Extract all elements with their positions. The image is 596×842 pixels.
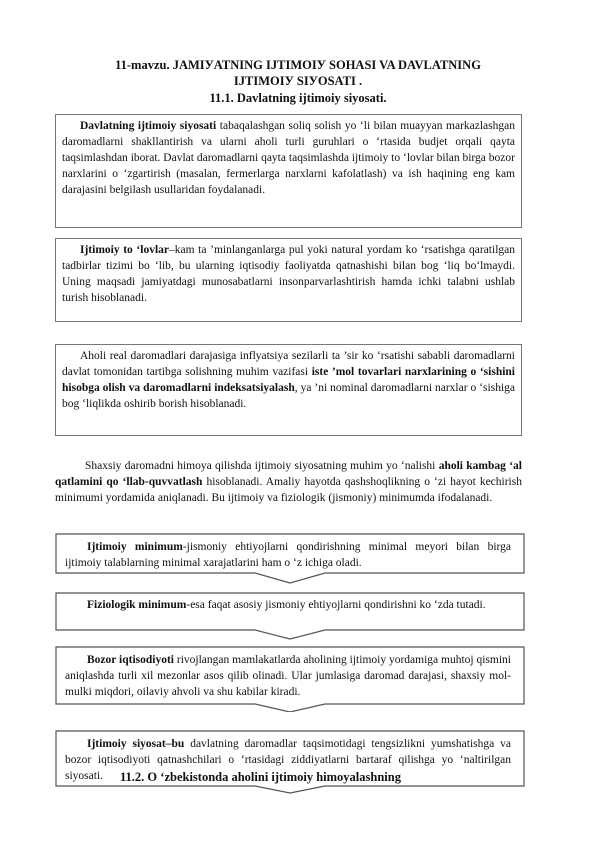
social-policy-short-text: davlatning daromadlar taqsimotidagi tengsizlikni yumshatishga va bozor iqtisodiyoti qatnashchilari o ‘rtasidagi ziddiyatlarni bartaraf qilishga yo ‘naltirilgan siyosati. <box>65 738 511 782</box>
next-section-heading: 11.2. O ‘zbekistonda aholini ijtimoiy himoyalashning <box>120 770 401 784</box>
definition-text: tabaqalashgan soliq solish yo ‘li bilan muayyan markazlashgan daromadlarni shakllantirish va ularni aholi turli guruhlari o ‘rtasida budjet orqali qayta taqsimlashdan iborat. Davlat daromadlarni qayta taqsimlashda ijtimoiy to ‘lovlar bilan birga bozor narxlarini o ‘zgartirish (masalan, fermerlarga narxlarni kafolatlash) va ish haqining eng kam darajasini belgilash usullaridan foydalanadi. <box>62 120 515 196</box>
arrow-box-text <box>65 652 511 702</box>
section-title: 11.1. Davlatning ijtimoiy siyosati. <box>209 91 387 105</box>
indexation-text-end: , ya ’ni nominal daromadlarni narxlar o ‘sishiga bog ‘liqlikda oshirib borish hisoblanadi. <box>62 382 515 410</box>
definition-box-indexation <box>55 344 522 436</box>
arrow-box-market-economy <box>55 646 525 712</box>
term-market-economy: Bozor iqtisodiyoti <box>87 654 175 666</box>
arrow-box-physiological-minimum <box>55 592 525 640</box>
term-indexation: iste ’mol tovarlari narxlarining o ‘sishini hisobga olish va daromadlarni indeksatsiyalash <box>62 366 515 394</box>
market-economy-text: rivojlangan mamlakatlarda aholining ijtimoiy yordamiga muhtoj qismini aniqlashda turli xil mezonlar asos qilib olinadi. Ular jumlasiga daromad darajasi, shaxsiy mol-mulki miqdori, oilaviy ahvoli va shu kabilar kiradi. <box>65 654 511 698</box>
arrow-box-text <box>65 597 511 613</box>
term-social-policy-short: Ijtimoiy siyosat–bu <box>87 738 185 750</box>
term-social-policy: Davlatning ijtimoiy siyosati <box>80 120 217 132</box>
poverty-text-start: Shaxsiy daromadni himoya qilishda ijtimoiy siyosatning muhim yo ‘nalishi <box>85 460 439 472</box>
social-minimum-text: -jismoniy ehtiyojlarni qondirishning minimal meyori bilan birga ijtimoiy talablarning minimal xarajatlarini ham o ‘z ichiga oladi. <box>65 541 511 569</box>
topic-title-line2: IJTIMOIУ SIУOSATI . <box>233 74 363 88</box>
definition-text: –kam ta ’minlanganlarga pul yoki natural yordam ko ‘rsatishga qaratilgan tadbirlar tizimi bo ‘lib, bu ularning iqtisodiy faoliyatda qatnashishi bilan bog ‘liq bo‘lmaydi. Uning maqsadi jamiyatdagi munosabatlarni insonparvarlashtirish hamda ichki talabni ushlab turish hisoblanadi. <box>62 244 515 304</box>
poverty-text-end: hisoblanadi. Amaliy hayotda qashshoqlikning o ‘zi hayot kechirish minimumi yordamida aniqlanadi. Bu ijtimoiy va fiziologik (jismoniy) minimumda ifodalanadi. <box>55 476 522 504</box>
term-support-poor: aholi kambag ‘al qatlamini qo ‘llab-quvvatlash <box>55 460 522 488</box>
arrow-box-social-minimum <box>55 533 525 585</box>
definition-box-social-payments <box>55 238 522 322</box>
term-physiological-minimum: Fiziologik minimum <box>87 599 187 611</box>
topic-title-line1: 11-mavzu. JAMIУATNING IJTIMOIУ SOHASI VA DAVLATNING <box>115 58 481 72</box>
term-social-minimum: Ijtimoiy minimum <box>87 541 183 553</box>
poverty-paragraph <box>55 458 522 506</box>
definition-box-social-policy <box>55 114 522 228</box>
term-social-payments: Ijtimoiy to ‘lovlar <box>80 244 170 256</box>
arrow-box-text <box>65 539 511 571</box>
indexation-text-start: Aholi real daromadlari darajasiga inflyatsiya sezilarli ta ’sir ko ‘rsatishi sababli daromadlarni davlat tomonidan tartibga solishning muhim vazifasi <box>62 350 515 378</box>
physiological-minimum-text: -esa faqat asosiy jismoniy ehtiyojlarni qondirishni ko ‘zda tutadi. <box>186 599 486 611</box>
